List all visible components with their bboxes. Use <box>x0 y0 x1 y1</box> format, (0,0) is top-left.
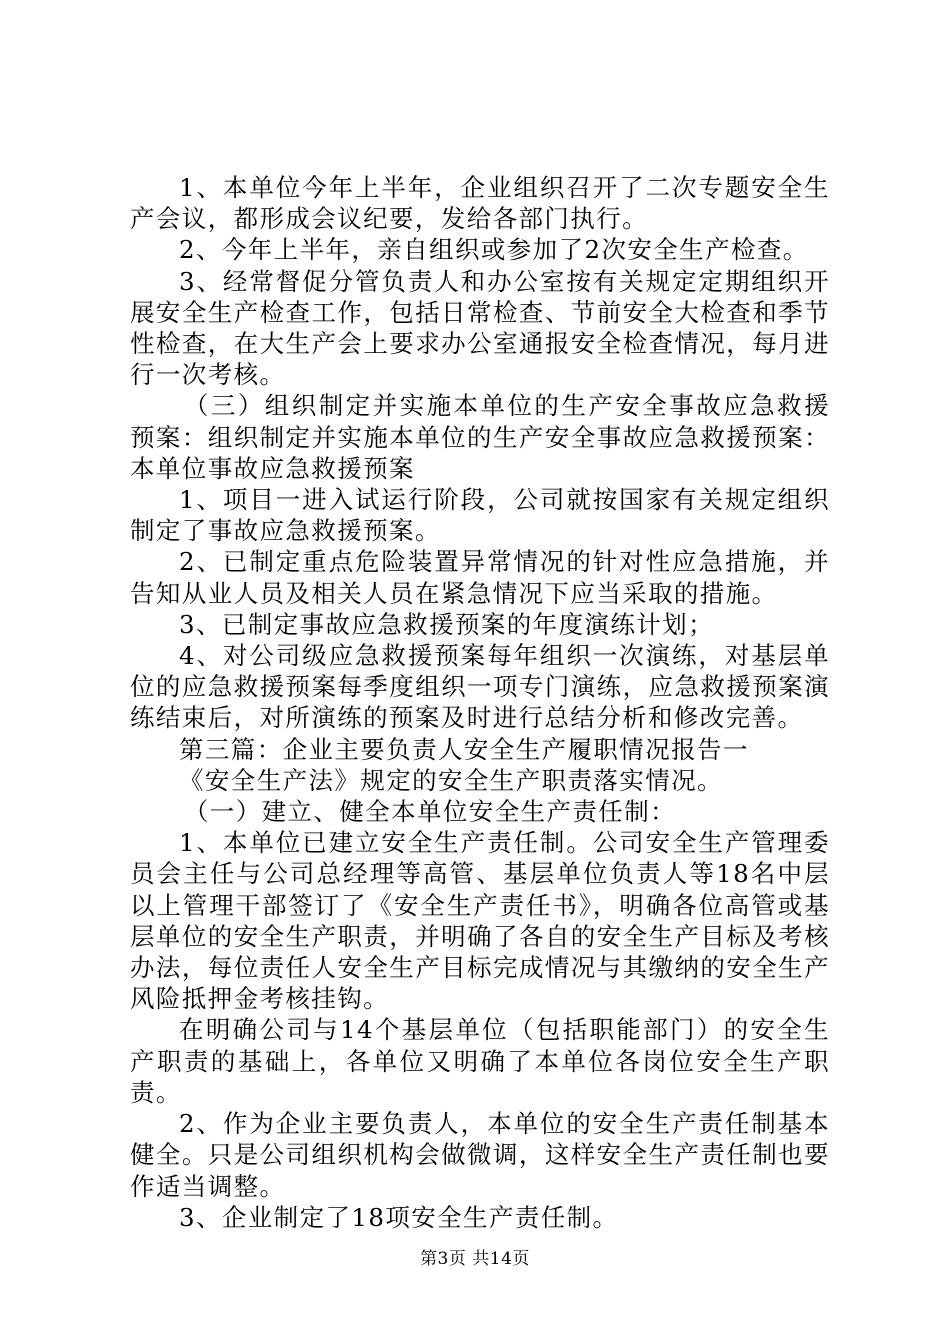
paragraph-6: 2、已制定重点危险装置异常情况的针对性应急措施，并告知从业人员及相关人员在紧急情况下应当采取的措施。 <box>130 547 830 608</box>
paragraph-5: 1、项目一进入试运行阶段，公司就按国家有关规定组织制定了事故应急救援预案。 <box>130 485 830 546</box>
paragraph-4: （三）组织制定并实施本单位的生产安全事故应急救援预案：组织制定并实施本单位的生产安全事故应急救援预案：本单位事故应急救援预案 <box>130 391 830 483</box>
paragraph-8: 4、对公司级应急救援预案每年组织一次演练，对基层单位的应急救援预案每季度组织一项专门演练，应急救援预案演练结束后，对所演练的预案及时进行总结分析和修改完善。 <box>130 641 830 733</box>
paragraph-13: 在明确公司与14个基层单位（包括职能部门）的安全生产职责的基础上，各单位又明确了本单位各岗位安全生产职责。 <box>130 1015 830 1107</box>
document-body <box>130 172 830 1233</box>
paragraph-2: 2、今年上半年，亲自组织或参加了2次安全生产检查。 <box>179 235 809 265</box>
paragraph-7: 3、已制定事故应急救援预案的年度演练计划； <box>179 609 714 639</box>
page-footer <box>0 1244 950 1269</box>
paragraph-1: 1、本单位今年上半年，企业组织召开了二次专题安全生产会议，都形成会议纪要，发给各部门执行。 <box>130 173 830 234</box>
paragraph-9: 第三篇：企业主要负责人安全生产履职情况报告一 <box>179 734 749 764</box>
paragraph-15: 3、企业制定了18项安全生产责任制。 <box>179 1202 619 1232</box>
paragraph-10: 《安全生产法》规定的安全生产职责落实情况。 <box>179 765 723 795</box>
paragraph-12: 1、本单位已建立安全生产责任制。公司安全生产管理委员会主任与公司总经理等高管、基层单位负责人等18名中层以上管理干部签订了《安全生产责任书》，明确各位高管或基层单位的安全生产职责，并明确了各自的安全生产目标及考核办法，每位责任人安全生产目标完成情况与其缴纳的安全生产风险抵押金考核挂钩。 <box>130 828 830 1014</box>
page-number-label: 第3页 共14页 <box>420 1249 530 1269</box>
paragraph-3: 3、经常督促分管负责人和办公室按有关规定定期组织开展安全生产检查工作，包括日常检查、节前安全大检查和季节性检查，在大生产会上要求办公室通报安全检查情况，每月进行一次考核。 <box>130 266 830 390</box>
paragraph-11: （一）建立、健全本单位安全生产责任制： <box>183 797 676 827</box>
paragraph-14: 2、作为企业主要负责人，本单位的安全生产责任制基本健全。只是公司组织机构会做微调，这样安全生产责任制也要作适当调整。 <box>130 1109 830 1201</box>
